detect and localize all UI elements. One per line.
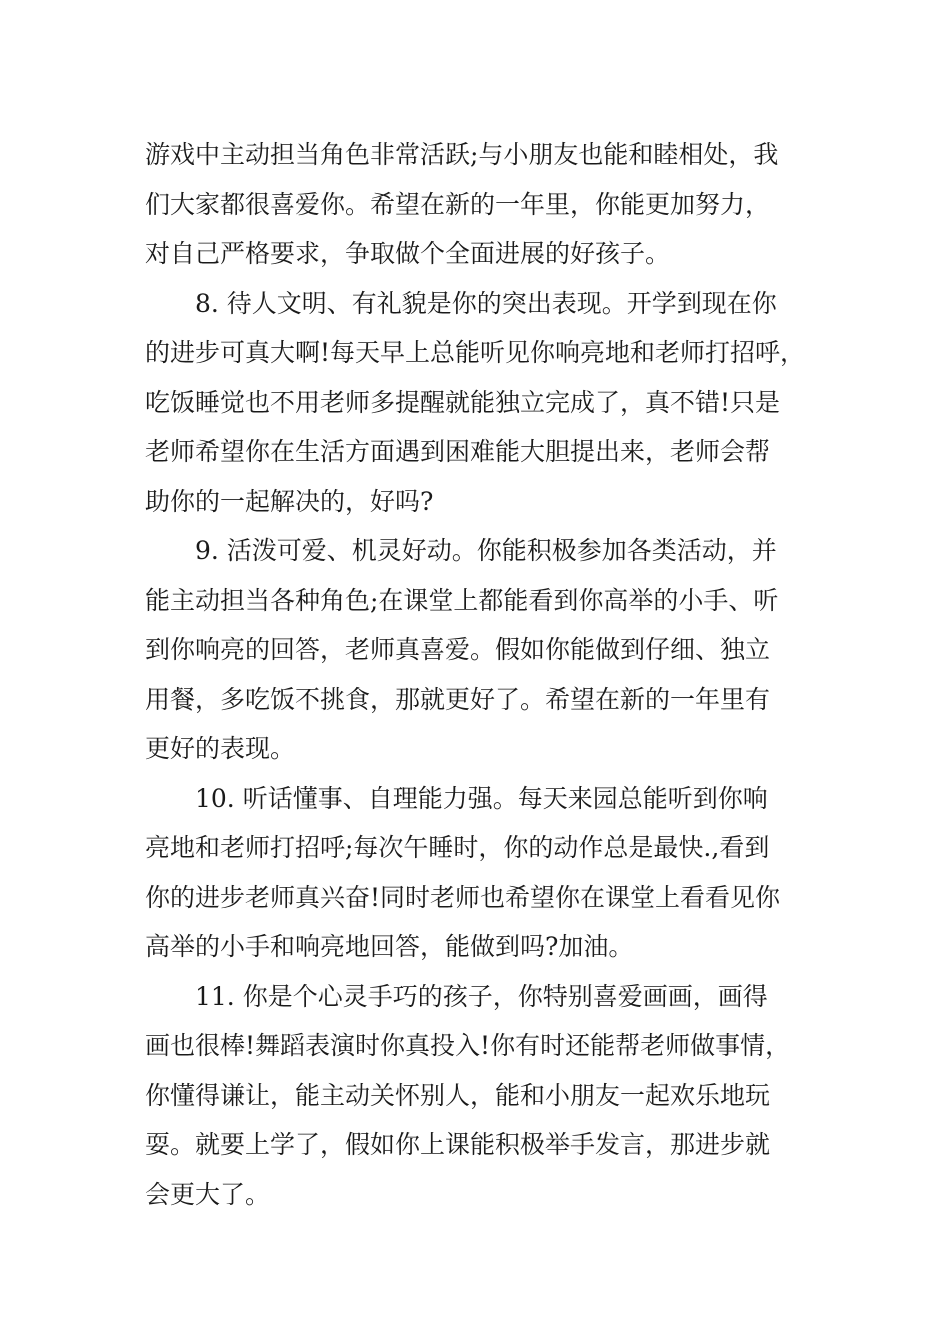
text-line: 吃饭睡觉也不用老师多提醒就能独立完成了，真不错!只是 xyxy=(145,387,781,417)
text-line: 耍。就要上学了，假如你上课能积极举手发言，那进步就 xyxy=(145,1130,771,1159)
text-line: 们大家都很喜爱你。希望在新的一年里，你能更加努力， xyxy=(145,189,771,219)
text-line: 高举的小手和响亮地回答，能做到吗?加油。 xyxy=(145,932,634,961)
text-line: 的进步可真大啊!每天早上总能听见你响亮地和老师打招呼， xyxy=(145,338,806,367)
text-line: 更好的表现。 xyxy=(145,734,296,763)
text-line: 你的进步老师真兴奋!同时老师也希望你在课堂上看看见你 xyxy=(145,882,781,912)
text-line: 画也很棒!舞蹈表演时你真投入!你有时还能帮老师做事情， xyxy=(145,1031,791,1060)
paragraph-start-line: 11. 你是个心灵手巧的孩子，你特别喜爱画画，画得 xyxy=(195,981,768,1011)
paragraph-start-line: 8. 待人文明、有礼貌是你的突出表现。开学到现在你 xyxy=(195,288,777,318)
text-line: 用餐，多吃饭不挑食，那就更好了。希望在新的一年里有 xyxy=(145,684,771,714)
text-line: 亮地和老师打招呼;每次午睡时，你的动作总是最快.,看到 xyxy=(145,833,770,862)
text-line: 游戏中主动担当角色非常活跃;与小朋友也能和睦相处，我 xyxy=(145,140,779,169)
text-line: 对自己严格要求，争取做个全面进展的好孩子。 xyxy=(145,239,671,268)
text-line: 会更大了。 xyxy=(145,1179,271,1209)
paragraph-start-line: 10. 听话懂事、自理能力强。每天来园总能听到你响 xyxy=(195,783,768,813)
paragraph-start-line: 9. 活泼可爱、机灵好动。你能积极参加各类活动，并 xyxy=(195,536,777,565)
text-line: 助你的一起解决的，好吗? xyxy=(145,486,434,516)
text-line: 你懂得谦让，能主动关怀别人，能和小朋友一起欢乐地玩 xyxy=(145,1080,771,1110)
document-body xyxy=(145,130,815,1219)
text-line: 到你响亮的回答，老师真喜爱。假如你能做到仔细、独立 xyxy=(145,635,771,664)
text-line: 老师希望你在生活方面遇到困难能大胆提出来，老师会帮 xyxy=(145,437,771,466)
text-line: 能主动担当各种角色;在课堂上都能看到你高举的小手、听 xyxy=(145,585,779,615)
